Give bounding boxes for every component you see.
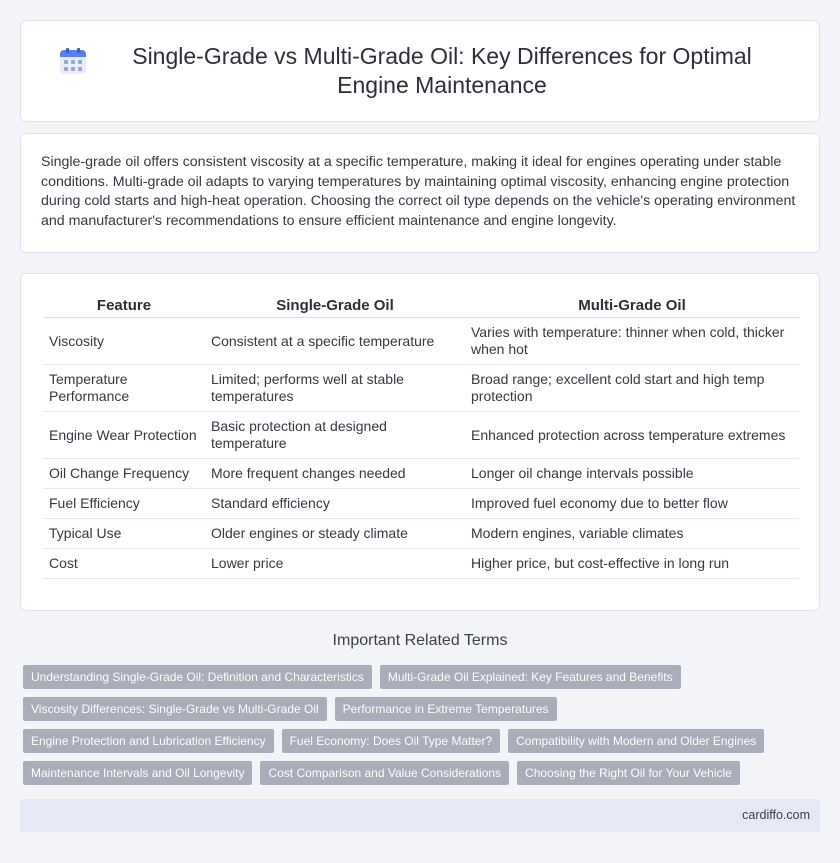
table-cell: Enhanced protection across temperature extremes [465, 412, 799, 459]
table-cell: Higher price, but cost-effective in long run [465, 549, 799, 579]
related-term-tag[interactable]: Multi-Grade Oil Explained: Key Features and Benefits [380, 665, 681, 689]
comparison-table [43, 293, 799, 579]
table-cell: Cost [43, 549, 205, 579]
table-row [43, 365, 799, 412]
table-header-row [43, 293, 799, 318]
title-wrap [60, 42, 780, 100]
table-cell: Modern engines, variable climates [465, 519, 799, 549]
table-cell: More frequent changes needed [205, 459, 465, 489]
footer-bar [20, 799, 820, 832]
related-term-tag[interactable]: Understanding Single-Grade Oil: Definition and Characteristics [23, 665, 372, 689]
table-cell: Standard efficiency [205, 489, 465, 519]
related-term-tag[interactable]: Performance in Extreme Temperatures [335, 697, 557, 721]
related-terms-tags [23, 665, 823, 793]
related-term-tag[interactable]: Maintenance Intervals and Oil Longevity [23, 761, 252, 785]
table-cell: Temperature Performance [43, 365, 205, 412]
table-row [43, 318, 799, 365]
table-row [43, 519, 799, 549]
related-term-tag[interactable]: Cost Comparison and Value Considerations [260, 761, 509, 785]
table-cell: Engine Wear Protection [43, 412, 205, 459]
table-cell: Viscosity [43, 318, 205, 365]
table-cell: Limited; performs well at stable temperatures [205, 365, 465, 412]
table-row [43, 459, 799, 489]
title-card [20, 20, 820, 122]
summary-card [20, 133, 820, 253]
table-cell: Fuel Efficiency [43, 489, 205, 519]
table-cell: Varies with temperature: thinner when cold, thicker when hot [465, 318, 799, 365]
footer-site-link[interactable]: cardiffo.com [742, 808, 810, 822]
related-term-tag[interactable]: Choosing the Right Oil for Your Vehicle [517, 761, 740, 785]
table-cell: Typical Use [43, 519, 205, 549]
summary-text: Single-grade oil offers consistent viscosity at a specific temperature, making it ideal for engines operating under stable conditions. Multi-grade oil adapts to varying temperatures by maintaining optimal viscosity, enhancing engine protection during cold starts and high-heat operation. Choosing the correct oil type depends on the vehicle's operating environment and manufacturer's recommendations to ensure efficient maintenance and engine longevity. [41, 154, 796, 229]
column-header-multi-grade: Multi-Grade Oil [465, 293, 799, 318]
table-row [43, 489, 799, 519]
table-cell: Lower price [205, 549, 465, 579]
column-header-feature: Feature [43, 293, 205, 318]
table-cell: Older engines or steady climate [205, 519, 465, 549]
related-term-tag[interactable]: Fuel Economy: Does Oil Type Matter? [282, 729, 501, 753]
table-row [43, 412, 799, 459]
related-term-tag[interactable]: Compatibility with Modern and Older Engines [508, 729, 764, 753]
related-term-tag[interactable]: Viscosity Differences: Single-Grade vs Multi-Grade Oil [23, 697, 327, 721]
table-cell: Oil Change Frequency [43, 459, 205, 489]
table-cell: Broad range; excellent cold start and high temp protection [465, 365, 799, 412]
related-terms-heading: Important Related Terms [332, 632, 508, 649]
column-header-single-grade: Single-Grade Oil [205, 293, 465, 318]
table-cell: Longer oil change intervals possible [465, 459, 799, 489]
comparison-table-card [20, 273, 820, 611]
calendar-icon [60, 48, 86, 74]
table-row [43, 549, 799, 579]
table-cell: Consistent at a specific temperature [205, 318, 465, 365]
table-cell: Improved fuel economy due to better flow [465, 489, 799, 519]
page-title: Single-Grade vs Multi-Grade Oil: Key Differences for Optimal Engine Maintenance [132, 43, 752, 98]
table-cell: Basic protection at designed temperature [205, 412, 465, 459]
related-term-tag[interactable]: Engine Protection and Lubrication Efficiency [23, 729, 274, 753]
